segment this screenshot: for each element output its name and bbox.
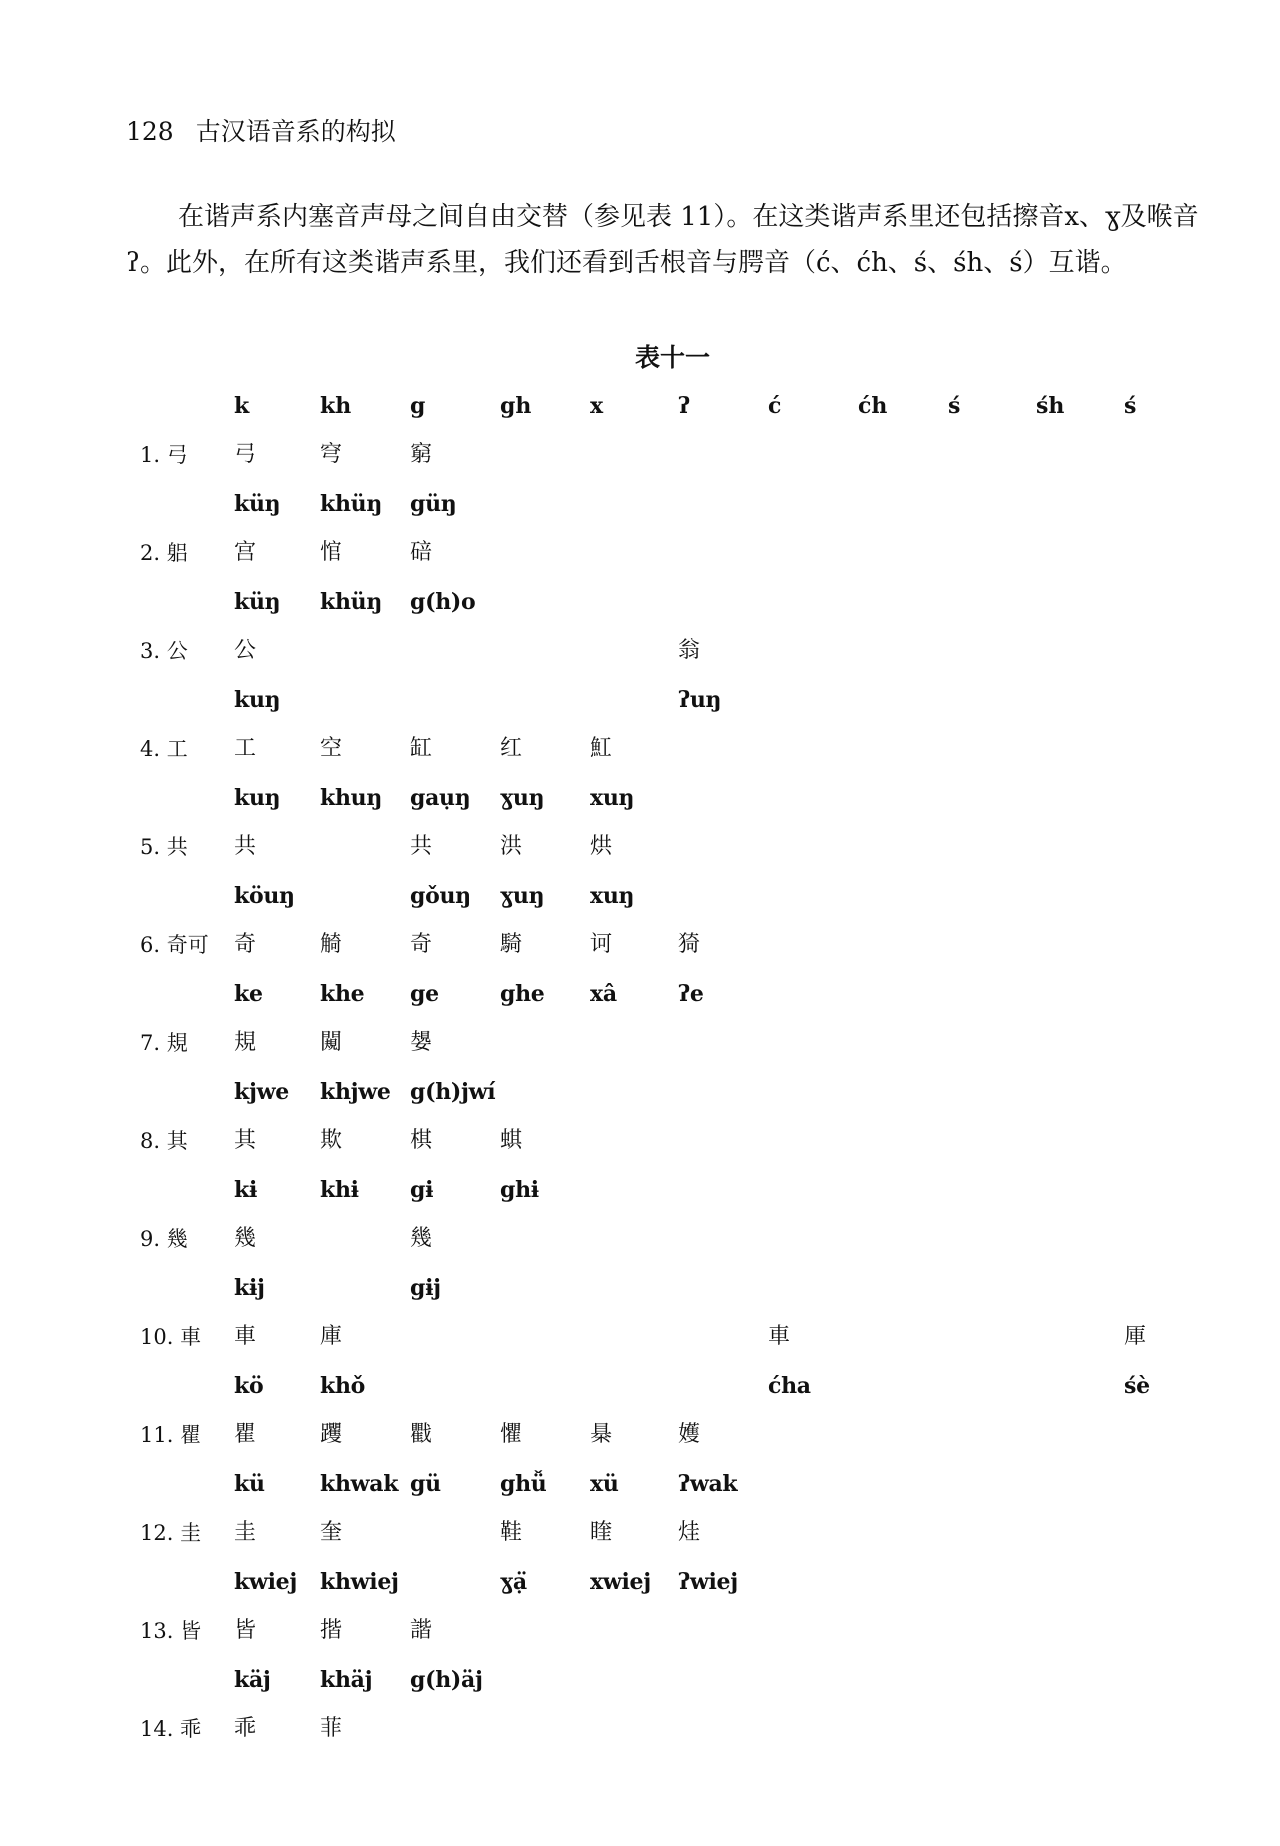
row-label: 6. 奇可: [140, 933, 209, 957]
character-cell: 圭: [234, 1520, 257, 1545]
character-cell: 奇: [234, 932, 257, 957]
character-cell: 空: [320, 736, 343, 761]
reading-cell: güŋ: [410, 491, 457, 517]
character-cell: 缸: [410, 736, 433, 761]
reading-cell: khe: [320, 981, 365, 1007]
character-cell: 㮂: [590, 1422, 613, 1447]
column-header: ś: [948, 393, 961, 419]
character-cell: 騎: [500, 932, 523, 957]
row-label: 2. 躳: [140, 541, 188, 565]
reading-cell: küŋ: [234, 491, 281, 517]
reading-cell: g(h)jwí: [410, 1079, 496, 1105]
reading-cell: śè: [1124, 1373, 1150, 1399]
character-cell: 烘: [590, 834, 613, 859]
character-cell: 皆: [234, 1618, 257, 1643]
intro-paragraph: [126, 194, 1216, 286]
character-cell: 其: [234, 1128, 257, 1153]
character-cell: 奎: [320, 1520, 343, 1545]
reading-cell: gü: [410, 1471, 441, 1497]
character-cell: 翁: [678, 638, 701, 663]
row-label: 5. 共: [140, 835, 188, 859]
character-cell: 車: [234, 1324, 257, 1349]
reading-cell: ćha: [768, 1373, 811, 1399]
reading-cell: ghǚ: [500, 1471, 547, 1497]
reading-cell: gǒuŋ: [410, 883, 471, 909]
reading-cell: kwiej: [234, 1569, 297, 1595]
character-cell: 诃: [590, 932, 613, 957]
character-cell: 乖: [234, 1716, 257, 1741]
reading-cell: kuŋ: [234, 785, 281, 811]
reading-cell: g(h)o: [410, 589, 476, 615]
table-title: 表十一: [634, 343, 710, 372]
column-header: ć: [768, 393, 782, 419]
row-label: 9. 幾: [140, 1227, 188, 1251]
character-cell: 弓: [234, 442, 257, 467]
character-cell: 欺: [320, 1128, 343, 1153]
character-cell: 碚: [410, 540, 433, 565]
row-label: 3. 公: [140, 639, 188, 663]
character-cell: 洪: [500, 834, 523, 859]
reading-cell: kuŋ: [234, 687, 281, 713]
character-cell: 厙: [1124, 1324, 1147, 1349]
running-header: [126, 112, 396, 148]
character-cell: 嫢: [410, 1030, 433, 1055]
reading-cell: xü: [590, 1471, 619, 1497]
row-label: 11. 瞿: [140, 1423, 202, 1447]
character-cell: 觭: [320, 932, 343, 957]
character-cell: 窮: [410, 442, 433, 467]
reading-cell: küŋ: [234, 589, 281, 615]
character-cell: 躩: [320, 1422, 343, 1447]
column-header: g: [410, 393, 426, 419]
reading-cell: käj: [234, 1667, 271, 1693]
reading-cell: khwiej: [320, 1569, 399, 1595]
reading-cell: gaụŋ: [410, 785, 471, 811]
character-cell: 庫: [320, 1324, 343, 1349]
running-title: 古汉语音系的构拟: [195, 117, 396, 146]
row-label: 14. 乖: [140, 1717, 202, 1741]
reading-cell: gɨ: [410, 1177, 434, 1203]
row-label: 7. 規: [140, 1031, 188, 1055]
reading-cell: xuŋ: [590, 883, 635, 909]
reading-cell: ɣuŋ: [500, 883, 545, 909]
reading-cell: g(h)äj: [410, 1667, 483, 1693]
character-cell: 瞿: [234, 1422, 257, 1447]
reading-cell: xuŋ: [590, 785, 635, 811]
character-cell: 諧: [410, 1618, 433, 1643]
character-cell: 红: [500, 736, 523, 761]
character-cell: 魟: [590, 736, 613, 761]
reading-cell: kö: [234, 1373, 264, 1399]
character-cell: 菲: [320, 1716, 343, 1741]
reading-cell: ghe: [500, 981, 545, 1007]
reading-cell: khjwe: [320, 1079, 391, 1105]
character-cell: 猗: [678, 932, 701, 957]
reading-cell: khwak: [320, 1471, 399, 1497]
reading-cell: khäj: [320, 1667, 373, 1693]
character-cell: 烓: [678, 1520, 701, 1545]
reading-cell: ʔe: [678, 981, 704, 1007]
reading-cell: kɨ: [234, 1177, 258, 1203]
reading-cell: kɨj: [234, 1275, 265, 1301]
column-header: x: [590, 393, 604, 419]
reading-cell: ʔuŋ: [678, 687, 722, 713]
reading-cell: ʔwiej: [678, 1569, 738, 1595]
page-number: 128: [126, 117, 174, 146]
character-cell: 棋: [410, 1128, 433, 1153]
character-cell: 睳: [590, 1520, 613, 1545]
reading-cell: kjwe: [234, 1079, 289, 1105]
character-cell: 穹: [320, 442, 343, 467]
character-cell: 揩: [320, 1618, 343, 1643]
column-header: śh: [1036, 393, 1065, 419]
reading-cell: ge: [410, 981, 439, 1007]
row-label: 8. 其: [140, 1129, 188, 1153]
character-cell: 幾: [410, 1226, 433, 1251]
reading-cell: xâ: [590, 981, 617, 1007]
column-header: ś: [1124, 393, 1137, 419]
character-cell: 戵: [410, 1422, 433, 1447]
character-cell: 公: [234, 638, 257, 663]
character-cell: 悺: [320, 540, 343, 565]
character-cell: 共: [234, 834, 257, 859]
column-header: k: [234, 393, 250, 419]
character-cell: 規: [234, 1030, 257, 1055]
row-label: 10. 車: [140, 1325, 202, 1349]
reading-cell: ɣạ̈: [500, 1569, 527, 1595]
character-cell: 鞋: [500, 1520, 523, 1545]
reading-cell: ghɨ: [500, 1177, 539, 1203]
character-cell: 幾: [234, 1226, 257, 1251]
character-cell: 宫: [234, 540, 257, 565]
reading-cell: khǒ: [320, 1373, 366, 1399]
row-label: 4. 工: [140, 737, 188, 761]
character-cell: 車: [768, 1324, 791, 1349]
reading-cell: ke: [234, 981, 263, 1007]
reading-cell: khüŋ: [320, 491, 383, 517]
character-cell: 嬳: [678, 1422, 701, 1447]
column-header: kh: [320, 393, 352, 419]
column-header: ʔ: [678, 393, 691, 419]
column-header: ćh: [858, 393, 888, 419]
reading-cell: ʔwak: [678, 1471, 738, 1497]
character-cell: 共: [410, 834, 433, 859]
reading-cell: ɣuŋ: [500, 785, 545, 811]
column-header: gh: [500, 393, 532, 419]
character-cell: 闚: [320, 1030, 343, 1055]
character-cell: 工: [234, 736, 257, 761]
reading-cell: xwiej: [590, 1569, 651, 1595]
character-cell: 懼: [500, 1422, 523, 1447]
reading-cell: kü: [234, 1471, 265, 1497]
character-cell: 蜞: [500, 1128, 523, 1153]
row-label: 1. 弓: [140, 443, 188, 467]
row-label: 12. 圭: [140, 1521, 202, 1545]
intro-text: 在谐声系内塞音声母之间自由交替（参见表 11）。在这类谐声系里还包括擦音x、ɣ及喉音ʔ。此外，在所有这类谐声系里，我们还看到舌根音与腭音（ć、ćh、ś、śh、ś）互谐。: [126, 202, 1199, 278]
reading-cell: khɨ: [320, 1177, 359, 1203]
row-label: 13. 皆: [140, 1619, 202, 1643]
character-cell: 奇: [410, 932, 433, 957]
reading-cell: khüŋ: [320, 589, 383, 615]
reading-cell: köuŋ: [234, 883, 295, 909]
reading-cell: khuŋ: [320, 785, 383, 811]
reading-cell: gɨj: [410, 1275, 441, 1301]
